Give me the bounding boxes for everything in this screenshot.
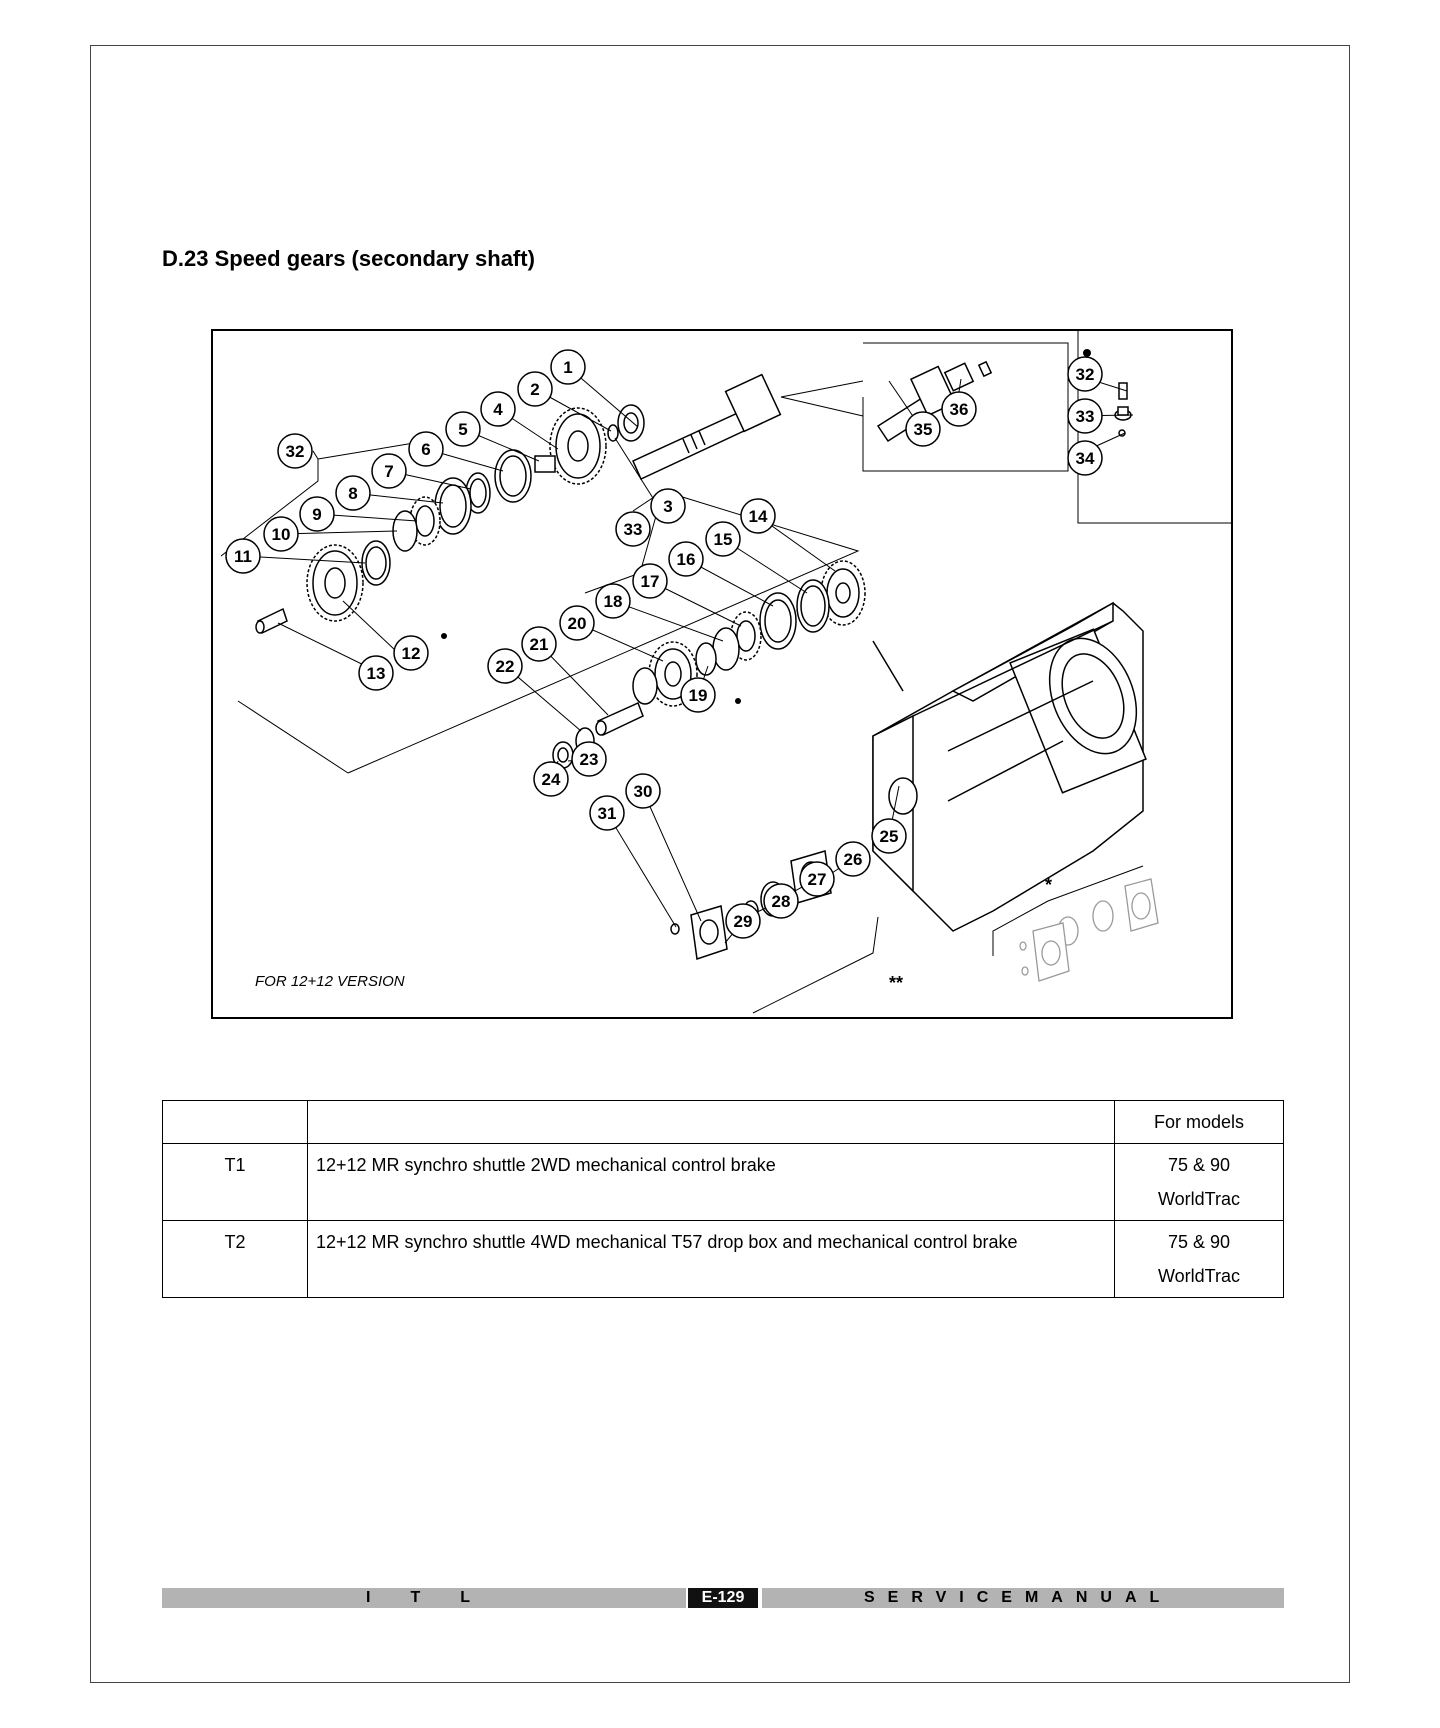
row-description: 12+12 MR synchro shuttle 2WD mechanical control brake — [308, 1144, 1115, 1221]
callout-bubble — [226, 539, 260, 573]
ring-19 — [696, 643, 716, 675]
section-title: D.23 Speed gears (secondary shaft) — [162, 246, 535, 271]
callout-label: 16 — [676, 550, 696, 569]
callout-label: 29 — [733, 912, 753, 931]
callout-label: 2 — [530, 380, 540, 399]
cover-30 — [691, 906, 727, 959]
callout-label: 6 — [421, 440, 431, 459]
gear-4 — [550, 408, 606, 484]
callout-label: 23 — [579, 750, 599, 769]
callout-bubble — [590, 796, 624, 830]
bullet-marker — [1083, 349, 1091, 357]
callout-label: 12 — [401, 644, 421, 663]
callout-bubble — [534, 762, 568, 796]
secondary-shaft — [633, 375, 780, 479]
marker-single-star: * — [1045, 875, 1053, 895]
callout-label: 28 — [771, 892, 791, 911]
bullet-marker — [735, 698, 741, 704]
bracket-group-32 — [238, 701, 348, 773]
callout-label: 10 — [271, 525, 291, 544]
callout-bubble — [633, 564, 667, 598]
callout-bubble — [651, 489, 685, 523]
header-code — [163, 1101, 308, 1144]
callout-label: 14 — [748, 507, 768, 526]
callout-bubble — [1068, 441, 1102, 475]
callout-bubble — [336, 476, 370, 510]
callout-label: 5 — [458, 420, 468, 439]
callout-bubble — [300, 497, 334, 531]
callout-bubble — [706, 522, 740, 556]
callout-label: 33 — [623, 520, 643, 539]
callout-label: 8 — [348, 484, 358, 503]
row-code: T1 — [163, 1144, 308, 1221]
ring-15 — [797, 580, 829, 632]
callout-bubble — [518, 372, 552, 406]
callout-bubble — [836, 842, 870, 876]
callout-bubble — [800, 862, 834, 896]
callout-label: 34 — [1075, 449, 1095, 468]
header-models: For models — [1115, 1101, 1284, 1144]
row-models-line2: WorldTrac — [1157, 1266, 1240, 1286]
callout-label: 32 — [285, 442, 305, 461]
callout-label: 25 — [879, 827, 899, 846]
callout-bubble — [626, 774, 660, 808]
callout-bubble — [359, 656, 393, 690]
bullet-marker — [441, 633, 447, 639]
callout-label: 22 — [495, 657, 515, 676]
callout-label: 7 — [384, 462, 394, 481]
callout-bubble — [616, 512, 650, 546]
callout-label: 19 — [688, 686, 708, 705]
footer-left-bar — [162, 1588, 686, 1608]
callout-bubble — [726, 904, 760, 938]
inset-box-plug — [1075, 331, 1231, 523]
callout-label: 24 — [541, 770, 561, 789]
callout-label: 3 — [663, 497, 673, 516]
row-models-line1: 75 & 90 — [1167, 1155, 1231, 1175]
callout-label: 15 — [713, 530, 733, 549]
alt-cover-assembly — [1020, 879, 1158, 981]
exploded-diagram — [211, 329, 1233, 1019]
callout-label: 18 — [603, 592, 623, 611]
ring-20b — [633, 668, 657, 704]
callout-bubble — [551, 350, 585, 384]
bush-21 — [596, 703, 643, 735]
models-table — [162, 1100, 1284, 1298]
callout-label: 1 — [563, 358, 573, 377]
page-number: E-129 — [688, 1588, 758, 1608]
bracket-group-double-star — [753, 917, 878, 1013]
row-models-line1: 75 & 90 — [1167, 1232, 1231, 1252]
callout-label: 9 — [312, 505, 322, 524]
callout-bubble — [264, 517, 298, 551]
figure-note: FOR 12+12 VERSION — [255, 973, 405, 990]
callout-label: 13 — [366, 664, 386, 683]
callout-label: 33 — [1075, 407, 1095, 426]
callout-label: 35 — [913, 420, 933, 439]
callout-bubble — [942, 392, 976, 426]
callout-label: 31 — [597, 804, 617, 823]
spacer-3 — [608, 425, 618, 441]
row-models-line2: WorldTrac — [1157, 1189, 1240, 1209]
callout-label: 32 — [1075, 365, 1095, 384]
shaft-13 — [256, 609, 287, 633]
callout-bubble — [572, 742, 606, 776]
callout-label: 36 — [949, 400, 969, 419]
callout-bubble — [681, 678, 715, 712]
callout-bubble — [446, 412, 480, 446]
inset-leader — [781, 397, 863, 416]
callout-bubble — [741, 499, 775, 533]
gear-12 — [307, 545, 363, 621]
page-footer — [162, 1588, 1284, 1608]
table-header-row — [163, 1101, 1284, 1144]
callout-bubble — [669, 542, 703, 576]
callout-bubble — [1068, 357, 1102, 391]
row-description: 12+12 MR synchro shuttle 4WD mechanical T57 drop box and mechanical control brake — [308, 1221, 1115, 1298]
callout-label: 17 — [640, 572, 660, 591]
callout-bubble — [596, 584, 630, 618]
synchro-8 — [435, 478, 471, 534]
ring-18 — [713, 628, 739, 670]
callout-bubble — [560, 606, 594, 640]
callout-label: 4 — [493, 400, 503, 419]
callout-bubble — [372, 454, 406, 488]
callout-bubble — [764, 884, 798, 918]
row-code: T2 — [163, 1221, 308, 1298]
inset-plug-parts — [1115, 383, 1131, 436]
callout-label: 20 — [567, 614, 587, 633]
callout-bubble — [394, 636, 428, 670]
callout-label: 11 — [234, 547, 252, 566]
footer-brand: ITL — [366, 1589, 510, 1606]
inset-leader — [781, 381, 863, 397]
exploded-diagram-drawing — [213, 331, 1231, 1017]
callout-bubble — [488, 649, 522, 683]
row-models — [1115, 1221, 1284, 1298]
callout-bubble — [522, 627, 556, 661]
callout-bubble — [872, 819, 906, 853]
callout-label: 27 — [807, 870, 827, 889]
transmission-housing — [873, 603, 1153, 931]
callout-bubble — [278, 434, 312, 468]
row-models — [1115, 1144, 1284, 1221]
footer-right-bar — [762, 1588, 1284, 1608]
table-row — [163, 1221, 1284, 1298]
footer-manual-label: SERVICEMANUAL — [864, 1589, 1173, 1606]
ring-11 — [362, 541, 390, 585]
callout-bubble — [1068, 399, 1102, 433]
bearing-2 — [618, 405, 644, 441]
callout-label: 26 — [843, 850, 863, 869]
marker-double-star: ** — [889, 973, 904, 993]
bush-5 — [535, 456, 555, 472]
callout-bubble — [906, 412, 940, 446]
callout-label: 30 — [633, 782, 653, 801]
header-description — [308, 1101, 1115, 1144]
table-row — [163, 1144, 1284, 1221]
callout-label: 21 — [529, 635, 549, 654]
callout-bubble — [409, 432, 443, 466]
callout-bubble — [481, 392, 515, 426]
ring-6 — [495, 450, 531, 502]
